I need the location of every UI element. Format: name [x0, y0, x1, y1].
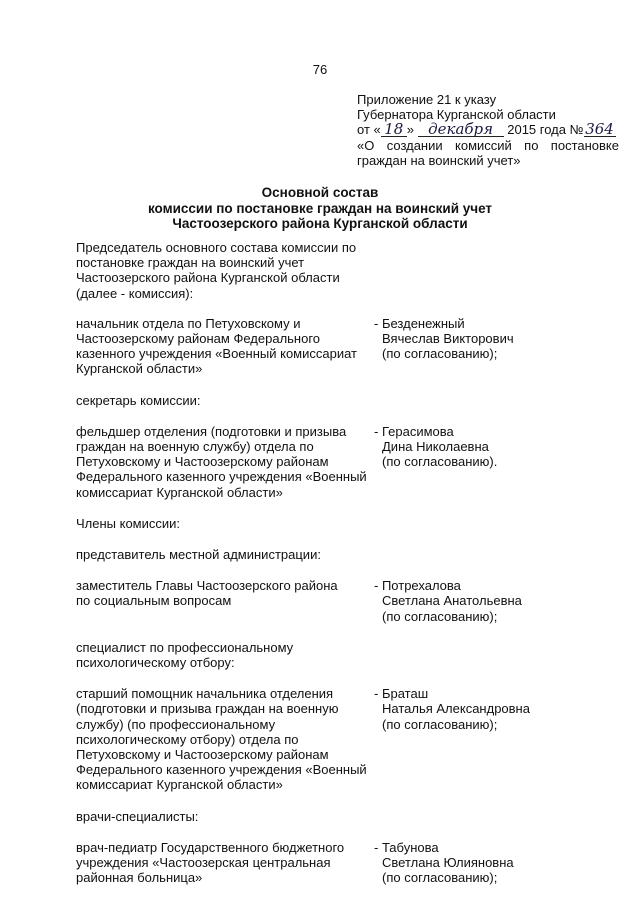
document-title	[0, 185, 640, 232]
label-line: психологическому отбору:	[76, 655, 235, 671]
person-given-names: Светлана Анатольевна	[382, 593, 522, 609]
annex-header	[357, 92, 619, 168]
position-line: комиссариат Курганской области»	[76, 777, 283, 793]
member-person	[374, 578, 619, 624]
person-given-names: Светлана Юлияновна	[382, 855, 514, 871]
section-label	[76, 809, 621, 824]
member-person	[374, 686, 619, 792]
title-line-3: Частоозерского района Курганской области	[172, 216, 468, 231]
position-line: старший помощник начальника отделения	[76, 686, 334, 702]
label-line: Члены комиссии:	[76, 515, 181, 531]
member-person	[374, 424, 619, 500]
person-given-names: Наталья Александровна	[382, 701, 530, 717]
label-line: специалист по профессиональному	[76, 639, 294, 655]
person-given-names: Вячеслав Викторович	[382, 331, 514, 347]
annex-line-4: «О создании комиссий по постановке	[357, 137, 619, 153]
intro-line: (далее - комиссия):	[76, 285, 194, 301]
position-line: фельдшер отделения (подготовки и призыва	[76, 423, 347, 439]
position-line: заместитель Главы Частоозерского района	[76, 578, 338, 594]
section-label	[76, 393, 621, 408]
position-line: Курганской области»	[76, 361, 203, 377]
annex-date-mid: »	[406, 122, 414, 138]
annex-date-line	[357, 122, 619, 137]
position-line: Федерального казенного учреждения «Военный	[76, 469, 367, 485]
member-entry	[76, 840, 621, 886]
member-position	[76, 686, 374, 792]
position-line: психологическому отбору) отдела по	[76, 731, 299, 747]
person-note: (по согласованию);	[382, 870, 498, 886]
position-line: комиссариат Курганской области»	[76, 484, 283, 500]
member-position	[76, 424, 374, 500]
member-position	[76, 840, 374, 886]
section-label	[76, 547, 621, 562]
person-note: (по согласованию);	[382, 608, 498, 624]
intro-line: постановке граждан на воинский учет	[76, 255, 305, 271]
section-label	[76, 516, 621, 531]
page-number: 76	[312, 62, 328, 77]
position-line: районная больница»	[76, 870, 203, 886]
annex-date-month: декабря	[418, 122, 504, 137]
annex-line-2: Губернатора Курганской области	[357, 107, 556, 123]
person-note: (по согласованию);	[382, 716, 498, 732]
intro-paragraph	[76, 240, 621, 301]
person-note: (по согласованию).	[382, 454, 498, 470]
person-surname: - Безденежный	[374, 316, 619, 331]
person-note: (по согласованию);	[382, 346, 498, 362]
position-line: граждан на военную службу) отдела по	[76, 439, 314, 455]
member-position	[76, 578, 374, 624]
person-surname: - Табунова	[374, 840, 619, 855]
title-line-1: Основной состав	[261, 185, 379, 200]
position-line: Федерального казенного учреждения «Военный	[76, 762, 367, 778]
intro-line: Председатель основного состава комиссии по	[76, 240, 357, 255]
person-surname: - Герасимова	[374, 424, 619, 439]
annex-date-number: 364	[585, 120, 614, 139]
annex-line-1: Приложение 21 к указу	[357, 92, 497, 107]
position-line: Частоозерскому районам Федерального	[76, 331, 321, 347]
person-surname: - Потрехалова	[374, 578, 619, 593]
person-given-names: Дина Николаевна	[382, 439, 489, 455]
member-person	[374, 316, 619, 377]
member-person	[374, 840, 619, 886]
label-line: секретарь комиссии:	[76, 392, 201, 408]
member-entry	[76, 424, 621, 500]
position-line: службу) (по профессиональному	[76, 716, 276, 732]
section-label	[76, 640, 621, 670]
person-surname: - Браташ	[374, 686, 619, 701]
position-line: по социальным вопросам	[76, 593, 232, 609]
position-line: учреждения «Частоозерская центральная	[76, 855, 331, 871]
annex-date-suffix: 2015 года №	[507, 122, 584, 138]
position-line: врач-педиатр Государственного бюджетного	[76, 839, 345, 855]
member-position	[76, 316, 374, 377]
member-entry	[76, 686, 621, 792]
annex-line-5: граждан на воинский учет»	[357, 152, 521, 168]
annex-date-prefix: от «	[357, 122, 381, 138]
position-line: Петуховскому и Частоозерскому районам	[76, 747, 329, 763]
document-body	[76, 240, 621, 902]
label-line: представитель местной администрации:	[76, 547, 321, 563]
position-line: Петуховскому и Частоозерскому районам	[76, 454, 329, 470]
member-entry	[76, 316, 621, 377]
intro-line: Частоозерского района Курганской области	[76, 270, 340, 286]
title-line-2: комиссии по постановке граждан на воинский учет	[147, 200, 493, 216]
position-line: казенного учреждения «Военный комиссариат	[76, 346, 357, 362]
position-line: (подготовки и призыва граждан на военную	[76, 701, 339, 717]
annex-date-day: 18	[381, 122, 407, 137]
member-entry	[76, 578, 621, 624]
label-line: врачи-специалисты:	[76, 808, 199, 824]
position-line: начальник отдела по Петуховскому и	[76, 315, 301, 331]
